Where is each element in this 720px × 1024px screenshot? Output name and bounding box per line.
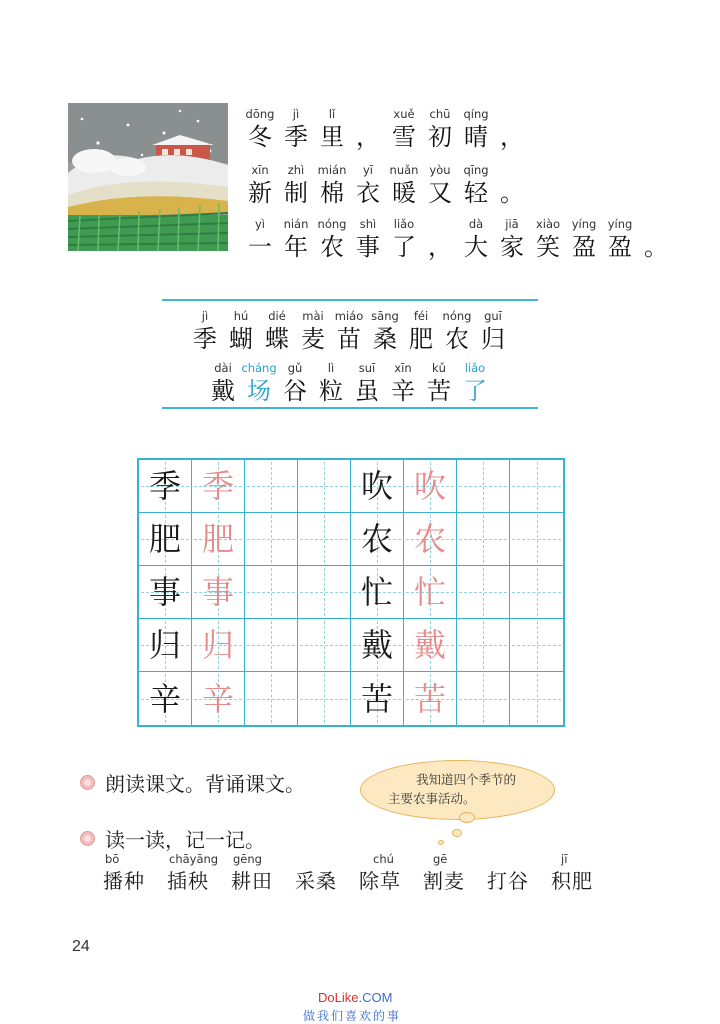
char-with-pinyin [386, 216, 422, 262]
exercise-2 [80, 824, 265, 853]
pinyin: guī [484, 309, 502, 323]
char-with-pinyin [331, 308, 367, 354]
hanzi: 新 [248, 179, 272, 207]
char-with-pinyin [350, 216, 386, 262]
char-with-pinyin [349, 360, 385, 406]
pinyin: nián [283, 217, 309, 231]
writing-cell [245, 460, 298, 513]
pinyin: sāng [371, 309, 399, 323]
char-with-pinyin [314, 162, 350, 208]
char-with-pinyin [602, 216, 638, 262]
word-text: 打谷 [487, 869, 529, 893]
pinyin: jì [201, 309, 209, 323]
word-pinyin: jī [561, 852, 568, 866]
word-pinyin: chú [373, 852, 394, 866]
hanzi: 轻 [464, 179, 488, 207]
punctuation [494, 162, 530, 208]
watermark-tagline: 做我们喜欢的事 [303, 1009, 402, 1023]
hanzi: 场 [247, 377, 271, 405]
hanzi: 麦 [301, 325, 325, 353]
word-text: 耕田 [231, 869, 273, 893]
hanzi: 季 [284, 123, 308, 151]
watermark-brand-part-1: DoLike [318, 990, 359, 1005]
writing-cell [457, 672, 510, 725]
hanzi: 棉 [320, 179, 344, 207]
hanzi: 晴 [464, 123, 488, 151]
hanzi: 桑 [373, 325, 397, 353]
char-with-pinyin [259, 308, 295, 354]
writing-cell [351, 672, 404, 725]
char-with-pinyin [350, 162, 386, 208]
poem-line-3 [242, 216, 674, 262]
hanzi: 季 [193, 325, 217, 353]
punctuation [494, 106, 530, 152]
trace-character: 归 [201, 626, 234, 664]
char-with-pinyin [313, 360, 349, 406]
hanzi: 家 [500, 233, 524, 261]
hanzi: 谷 [283, 377, 307, 405]
hanzi: ， [428, 233, 452, 261]
char-with-pinyin [241, 360, 277, 406]
pinyin: yòu [429, 163, 451, 177]
model-character: 吹 [360, 467, 393, 505]
writing-cell [298, 513, 351, 566]
writing-cell [298, 566, 351, 619]
trace-character: 肥 [201, 520, 234, 558]
poem-line-2 [242, 162, 530, 208]
punctuation [350, 106, 386, 152]
pinyin: xīn [394, 361, 412, 375]
thought-bubble-line-1: 我知道四个季节的 [416, 772, 517, 787]
char-with-pinyin [458, 216, 494, 262]
hanzi: 大 [464, 233, 488, 261]
farm-activity-words [103, 852, 615, 894]
pinyin: dài [214, 361, 232, 375]
char-with-pinyin [530, 216, 566, 262]
pinyin: cháng [241, 361, 277, 375]
hanzi: 蝶 [265, 325, 289, 353]
model-character: 戴 [360, 626, 393, 664]
hanzi: ， [500, 123, 524, 151]
writing-grid [137, 458, 565, 727]
new-chars-row-1 [187, 308, 511, 354]
pinyin: liǎo [464, 361, 486, 375]
writing-cell [139, 460, 192, 513]
char-with-pinyin [421, 360, 457, 406]
hanzi: 了 [463, 377, 487, 405]
char-with-pinyin [278, 106, 314, 152]
hanzi: 盈 [608, 233, 632, 261]
hanzi: 戴 [211, 377, 235, 405]
writing-cell [245, 619, 298, 672]
hanzi: 蝴 [229, 325, 253, 353]
model-character: 辛 [148, 679, 181, 718]
thought-dot-small [438, 840, 444, 845]
new-chars-bottom-rule [162, 407, 538, 409]
char-with-pinyin [277, 360, 313, 406]
char-with-pinyin [295, 308, 331, 354]
hanzi: 。 [500, 179, 524, 207]
hanzi: 归 [481, 325, 505, 353]
hanzi: 农 [445, 325, 469, 353]
thought-dot-large [459, 812, 475, 823]
writing-cell [510, 672, 563, 725]
trace-character: 辛 [201, 679, 234, 718]
pinyin: qīng [463, 163, 489, 177]
writing-cell [457, 619, 510, 672]
writing-cell [139, 566, 192, 619]
pinyin: jiā [505, 217, 519, 231]
pinyin: jì [292, 107, 300, 121]
char-with-pinyin [458, 106, 494, 152]
writing-cell [192, 566, 245, 619]
pinyin: yì [254, 217, 265, 231]
writing-cell [351, 566, 404, 619]
pinyin: lǐ [328, 107, 336, 121]
writing-cell [351, 460, 404, 513]
activity-word [423, 852, 465, 894]
hanzi: 冬 [248, 123, 272, 151]
pinyin: xuě [393, 107, 415, 121]
char-with-pinyin [314, 216, 350, 262]
hanzi: 暖 [392, 179, 416, 207]
writing-cell [351, 513, 404, 566]
pinyin: dié [268, 309, 286, 323]
pinyin: nóng [317, 217, 347, 231]
writing-cell [245, 672, 298, 725]
hanzi: 制 [284, 179, 308, 207]
activity-word [231, 852, 273, 894]
pinyin: mài [302, 309, 324, 323]
hanzi: 里 [320, 123, 344, 151]
char-with-pinyin [385, 360, 421, 406]
trace-character: 吹 [413, 467, 446, 505]
word-text: 采桑 [295, 869, 337, 893]
word-text: 插秧 [167, 869, 209, 893]
writing-cell [298, 672, 351, 725]
exercise-1-text: 朗读课文。背诵课文。 [105, 772, 305, 796]
hanzi: 盈 [572, 233, 596, 261]
pinyin: yíng [571, 217, 597, 231]
winter-farm-illustration [68, 103, 228, 251]
pinyin: xīn [251, 163, 269, 177]
hanzi: 粒 [319, 377, 343, 405]
pinyin: hú [233, 309, 249, 323]
hanzi: 苗 [337, 325, 361, 353]
char-with-pinyin [278, 216, 314, 262]
hanzi: 初 [428, 123, 452, 151]
punctuation [638, 216, 674, 262]
trace-character: 事 [201, 573, 234, 611]
char-with-pinyin [458, 162, 494, 208]
model-character: 归 [148, 626, 181, 664]
writing-cell [192, 460, 245, 513]
char-with-pinyin [566, 216, 602, 262]
writing-cell [139, 513, 192, 566]
pinyin: qíng [463, 107, 489, 121]
char-with-pinyin [242, 106, 278, 152]
hanzi: 年 [284, 233, 308, 261]
hanzi: 事 [356, 233, 380, 261]
pinyin: xiào [535, 217, 561, 231]
pinyin: yī [362, 163, 373, 177]
model-character: 事 [148, 573, 181, 611]
writing-cell [457, 566, 510, 619]
writing-cell [192, 619, 245, 672]
hanzi: 了 [392, 233, 416, 261]
activity-word [295, 852, 337, 894]
pinyin: féi [413, 309, 429, 323]
writing-cell [351, 619, 404, 672]
writing-cell [510, 460, 563, 513]
hanzi: 雪 [392, 123, 416, 151]
writing-cell [139, 672, 192, 725]
trace-character: 农 [413, 520, 446, 558]
pinyin: nóng [442, 309, 472, 323]
hanzi: 苦 [427, 377, 451, 405]
char-with-pinyin [422, 106, 458, 152]
writing-cell [245, 566, 298, 619]
pinyin: yíng [607, 217, 633, 231]
model-character: 农 [360, 520, 393, 558]
pinyin: miáo [334, 309, 364, 323]
trace-character: 季 [201, 467, 234, 505]
pinyin: lì [327, 361, 335, 375]
word-pinyin: bō [105, 852, 120, 866]
pinyin: kǔ [432, 361, 446, 375]
thought-dot-medium [452, 829, 462, 837]
thought-bubble-text [388, 770, 538, 808]
word-pinyin: chāyāng [169, 852, 219, 866]
pinyin: liǎo [393, 217, 415, 231]
trace-character: 忙 [413, 573, 446, 611]
char-with-pinyin [386, 162, 422, 208]
writing-cell [298, 460, 351, 513]
hanzi: 衣 [356, 179, 380, 207]
pinyin: gǔ [287, 361, 303, 375]
hanzi: 肥 [409, 325, 433, 353]
char-with-pinyin [403, 308, 439, 354]
hanzi: 笑 [536, 233, 560, 261]
writing-cell [192, 672, 245, 725]
activity-word [359, 852, 401, 894]
writing-cell [510, 513, 563, 566]
writing-cell [192, 513, 245, 566]
activity-word [167, 852, 219, 894]
char-with-pinyin [223, 308, 259, 354]
char-with-pinyin [242, 216, 278, 262]
thought-bubble-line-2: 主要农事活动。 [388, 791, 476, 806]
pinyin: chū [429, 107, 451, 121]
writing-cell [510, 566, 563, 619]
word-text: 播种 [103, 869, 145, 893]
hanzi: 辛 [391, 377, 415, 405]
pinyin: nuǎn [389, 163, 419, 177]
watermark-brand [318, 990, 392, 1005]
writing-cell [298, 619, 351, 672]
hanzi: 农 [320, 233, 344, 261]
hanzi: 一 [248, 233, 272, 261]
pinyin: mián [317, 163, 347, 177]
trace-character: 戴 [413, 626, 446, 664]
char-with-pinyin [422, 162, 458, 208]
writing-cell [404, 566, 457, 619]
word-text: 除草 [359, 869, 401, 893]
char-with-pinyin [187, 308, 223, 354]
pinyin: dà [468, 217, 484, 231]
word-pinyin: gēng [233, 852, 262, 866]
model-character: 苦 [360, 679, 393, 718]
word-pinyin: gē [433, 852, 448, 866]
pinyin: zhì [287, 163, 305, 177]
model-character: 肥 [148, 520, 181, 558]
char-with-pinyin [494, 216, 530, 262]
char-with-pinyin [314, 106, 350, 152]
activity-word [103, 852, 145, 894]
activity-word [487, 852, 529, 894]
new-chars-top-rule [162, 299, 538, 301]
new-chars-row-2 [205, 360, 493, 406]
pinyin: dōng [245, 107, 275, 121]
writing-cell [404, 513, 457, 566]
word-text: 割麦 [423, 869, 465, 893]
watermark-brand-part-2: .COM [358, 990, 393, 1005]
writing-cell [457, 513, 510, 566]
char-with-pinyin [386, 106, 422, 152]
model-character: 季 [148, 467, 181, 505]
exercise-1 [80, 768, 305, 797]
hanzi: ， [356, 123, 380, 151]
page-number: 24 [72, 938, 90, 955]
exercise-2-text: 读一读，记一记。 [105, 828, 265, 852]
writing-cell [245, 513, 298, 566]
writing-cell [139, 619, 192, 672]
writing-cell [457, 460, 510, 513]
char-with-pinyin [457, 360, 493, 406]
activity-word [551, 852, 593, 894]
writing-cell [510, 619, 563, 672]
poem-line-1 [242, 106, 530, 152]
pinyin: shì [359, 217, 377, 231]
word-text: 积肥 [551, 869, 593, 893]
pinyin: suī [358, 361, 376, 375]
writing-cell [404, 672, 457, 725]
exercise-bullet-icon [80, 775, 95, 790]
model-character: 忙 [360, 573, 393, 611]
hanzi: 虽 [355, 377, 379, 405]
hanzi: 。 [644, 233, 668, 261]
char-with-pinyin [475, 308, 511, 354]
punctuation [422, 216, 458, 262]
char-with-pinyin [439, 308, 475, 354]
hanzi: 又 [428, 179, 452, 207]
exercise-bullet-icon [80, 831, 95, 846]
writing-cell [404, 619, 457, 672]
char-with-pinyin [242, 162, 278, 208]
char-with-pinyin [278, 162, 314, 208]
char-with-pinyin [205, 360, 241, 406]
char-with-pinyin [367, 308, 403, 354]
trace-character: 苦 [413, 679, 446, 718]
writing-cell [404, 460, 457, 513]
